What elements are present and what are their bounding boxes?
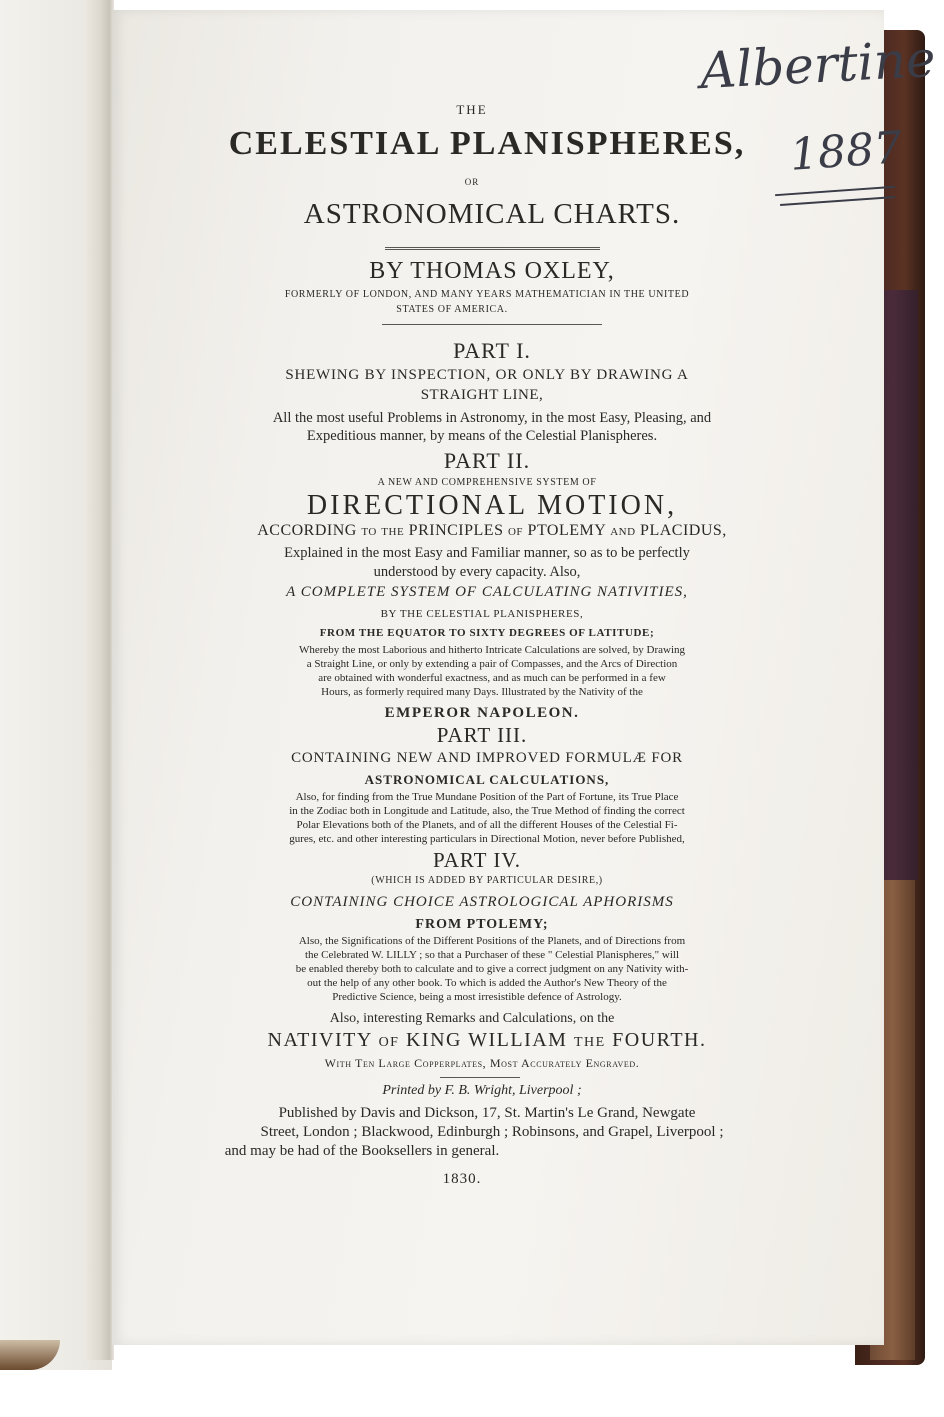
imprint-rule bbox=[440, 1077, 520, 1078]
part-2-whereby-2: a Straight Line, or only by extending a pair of Compasses, and the Arcs of Direction bbox=[306, 658, 678, 670]
part-2-whereby-3: are obtained with wonderful exactness, and as much can be performed in a few bbox=[318, 672, 666, 684]
part-4-from-ptolemy: FROM PTOLEMY; bbox=[415, 917, 549, 932]
part-3-containing: CONTAINING NEW AND IMPROVED FORMULÆ FOR bbox=[291, 750, 683, 766]
author-description-2: STATES OF AMERICA. bbox=[396, 304, 508, 315]
part-2-according: ACCORDING to the PRINCIPLES of PTOLEMY and PLACIDUS, bbox=[257, 522, 727, 539]
title-or: OR bbox=[464, 177, 480, 187]
part-2-from-equator: FROM THE EQUATOR TO SIXTY DEGREES OF LATITUDE; bbox=[319, 627, 655, 639]
handwritten-name: Albertine bbox=[698, 29, 937, 101]
part-4-sig-5: Predictive Science, being a most irresistible defence of Astrology. bbox=[332, 991, 622, 1003]
part-3-heading: PART III. bbox=[436, 723, 528, 747]
part-4-remarks: Also, interesting Remarks and Calculations, on the bbox=[329, 1011, 615, 1026]
part-4-which: (WHICH IS ADDED BY PARTICULAR DESIRE,) bbox=[371, 875, 603, 886]
part-2-heading: PART II. bbox=[443, 448, 531, 473]
part-2-explained-2: understood by every capacity. Also, bbox=[373, 564, 581, 580]
part-3-also-2: in the Zodiac both in Longitude and Latitude, also, the True Method of finding the correct bbox=[289, 805, 685, 817]
part-3-astronomical: ASTRONOMICAL CALCULATIONS, bbox=[364, 772, 610, 787]
published-1: Published by Davis and Dickson, 17, St. Martin's Le Grand, Newgate bbox=[278, 1105, 696, 1121]
part-3-also-4: gures, etc. and other interesting particulars in Directional Motion, never before Published, bbox=[289, 833, 685, 845]
publication-year: 1830. bbox=[442, 1171, 482, 1187]
part-2-whereby-4: Hours, as formerly required many Days. Illustrated by the Nativity of the bbox=[321, 686, 643, 698]
part-4-sig-3: be enabled thereby both to calculate and to give a correct judgment on any Nativity with- bbox=[295, 963, 689, 975]
part-1-desc-2: Expeditious manner, by means of the Celestial Planispheres. bbox=[306, 428, 658, 444]
part-1-desc-1: All the most useful Problems in Astronomy, in the most Easy, Pleasing, and bbox=[272, 410, 712, 426]
part-4-sig-2: the Celebrated W. LILLY ; so that a Purchaser of these " Celestial Planispheres," will bbox=[304, 949, 680, 961]
title-rule bbox=[385, 247, 600, 250]
author-rule bbox=[382, 324, 602, 325]
title-the: THE bbox=[456, 102, 488, 117]
part-4-aphorisms: CONTAINING CHOICE ASTROLOGICAL APHORISMS bbox=[290, 894, 674, 910]
part-2-directional-motion: DIRECTIONAL MOTION, bbox=[306, 490, 678, 521]
part-4-nativity: NATIVITY of KING WILLIAM the FOURTH. bbox=[267, 1029, 707, 1051]
subtitle: ASTRONOMICAL CHARTS. bbox=[303, 198, 681, 230]
author-name: BY THOMAS OXLEY, bbox=[369, 258, 615, 284]
author-description: FORMERLY OF LONDON, AND MANY YEARS MATHEMATICIAN IN THE UNITED bbox=[284, 289, 690, 300]
part-1-line-1: SHEWING BY INSPECTION, OR ONLY BY DRAWING A bbox=[285, 367, 689, 383]
part-4-sig-4: out the help of any other book. To which is added the Author's New Theory of the bbox=[307, 977, 667, 989]
part-2-whereby-1: Whereby the most Laborious and hitherto Intricate Calculations are solved, by Drawing bbox=[298, 644, 686, 656]
handwritten-year: 1887 bbox=[788, 122, 904, 181]
part-3-also-3: Polar Elevations both of the Planets, and of all the different Houses of the Celestial Fi- bbox=[296, 819, 678, 831]
part-2-by-celestial: BY THE CELESTIAL PLANISPHERES, bbox=[380, 608, 584, 620]
part-1-line-2: STRAIGHT LINE, bbox=[420, 387, 544, 403]
part-2-emperor: EMPEROR NAPOLEON. bbox=[384, 705, 580, 721]
part-2-intro: A NEW AND COMPREHENSIVE SYSTEM OF bbox=[377, 477, 597, 488]
part-2-complete-system: A COMPLETE SYSTEM OF CALCULATING NATIVITIES, bbox=[286, 584, 688, 600]
part-3-also-1: Also, for finding from the True Mundane Position of the Part of Fortune, its True Place bbox=[295, 791, 679, 803]
part-4-copperplates: With Ten Large Copperplates, Most Accurately Engraved. bbox=[324, 1056, 640, 1070]
published-2: Street, London ; Blackwood, Edinburgh ; Robinsons, and Grapel, Liverpool ; bbox=[260, 1124, 724, 1140]
part-1-heading: PART I. bbox=[453, 338, 531, 363]
part-4-heading: PART IV. bbox=[432, 848, 522, 872]
main-title: CELESTIAL PLANISPHERES, bbox=[228, 125, 746, 162]
printed-by: Printed by F. B. Wright, Liverpool ; bbox=[382, 1083, 582, 1098]
part-2-explained-1: Explained in the most Easy and Familiar manner, so as to be perfectly bbox=[284, 545, 690, 561]
part-4-sig-1: Also, the Significations of the Different Positions of the Planets, and of Directions from bbox=[298, 935, 686, 947]
published-3: and may be had of the Booksellers in general. bbox=[224, 1143, 500, 1159]
